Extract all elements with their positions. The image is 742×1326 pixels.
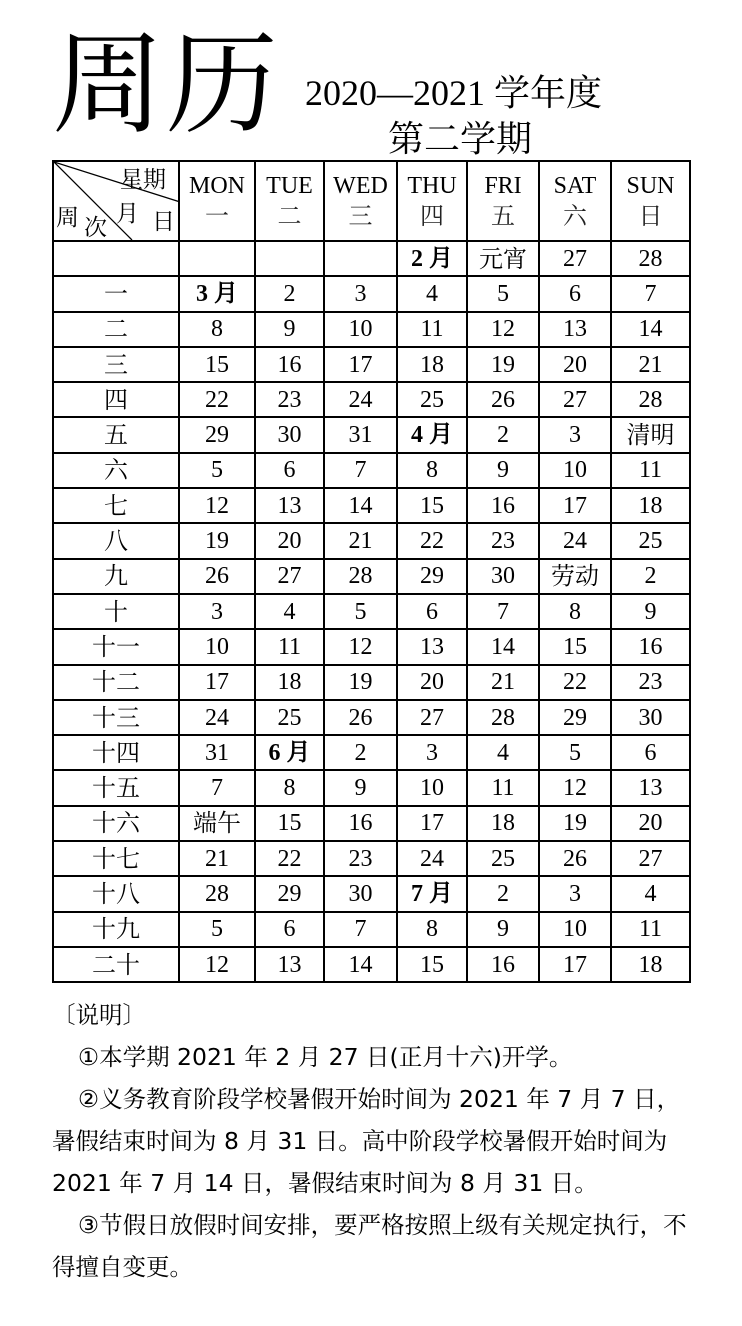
date-cell: 元宵 xyxy=(467,241,539,276)
date-cell: 端午 xyxy=(179,806,255,841)
notes-section xyxy=(52,994,692,1288)
date-cell: 19 xyxy=(179,523,255,558)
date-cell: 13 xyxy=(611,770,690,805)
table-row xyxy=(53,488,690,523)
date-cell: 24 xyxy=(179,700,255,735)
date-cell: 9 xyxy=(467,912,539,947)
date-cell: 21 xyxy=(179,841,255,876)
date-cell: 20 xyxy=(539,347,611,382)
date-cell: 3 xyxy=(539,876,611,911)
date-cell: 15 xyxy=(397,488,467,523)
date-cell: 28 xyxy=(611,382,690,417)
date-cell: 17 xyxy=(539,488,611,523)
day-header-mon xyxy=(179,161,255,241)
date-cell: 23 xyxy=(255,382,324,417)
table-row xyxy=(53,947,690,982)
date-cell: 27 xyxy=(255,559,324,594)
date-cell: 14 xyxy=(324,488,397,523)
day-header-en: SAT xyxy=(553,173,597,199)
week-number: 十一 xyxy=(53,629,179,664)
table-row xyxy=(53,417,690,452)
date-cell: 22 xyxy=(397,523,467,558)
date-cell: 2 xyxy=(611,559,690,594)
date-cell: 3 xyxy=(539,417,611,452)
note-2: ②义务教育阶段学校暑假开始时间为 2021 年 7 月 7 日，暑假结束时间为 8 月 31 日。高中阶段学校暑假开始时间为 2021 年 7 月 14 日，暑假结束时间为 8 月 31 日。 xyxy=(52,1085,681,1197)
date-cell xyxy=(324,241,397,276)
date-cell: 27 xyxy=(611,841,690,876)
day-header-sat xyxy=(539,161,611,241)
week-number: 二 xyxy=(53,312,179,347)
date-cell: 11 xyxy=(397,312,467,347)
week-calendar-table xyxy=(52,160,691,983)
date-cell: 6 xyxy=(255,912,324,947)
table-row xyxy=(53,629,690,664)
date-cell: 7 xyxy=(179,770,255,805)
date-cell: 30 xyxy=(324,876,397,911)
date-cell: 22 xyxy=(255,841,324,876)
header-row xyxy=(53,161,690,241)
corner-label-ci: 次 xyxy=(84,215,107,241)
table-row xyxy=(53,841,690,876)
week-number: 九 xyxy=(53,559,179,594)
date-cell: 2 xyxy=(467,417,539,452)
week-number: 一 xyxy=(53,276,179,311)
date-cell: 25 xyxy=(611,523,690,558)
date-cell xyxy=(179,241,255,276)
day-header-en: THU xyxy=(407,173,457,199)
date-cell: 31 xyxy=(324,417,397,452)
table-row xyxy=(53,382,690,417)
day-header-zh: 二 xyxy=(277,202,302,230)
date-cell: 7 月 xyxy=(397,876,467,911)
date-cell: 8 xyxy=(397,453,467,488)
date-cell: 7 xyxy=(611,276,690,311)
day-header-en: MON xyxy=(188,173,245,199)
date-cell: 6 xyxy=(611,735,690,770)
table-row xyxy=(53,276,690,311)
date-cell: 8 xyxy=(397,912,467,947)
date-cell: 3 xyxy=(397,735,467,770)
table-row xyxy=(53,241,690,276)
date-cell: 4 月 xyxy=(397,417,467,452)
week-number: 二十 xyxy=(53,947,179,982)
date-cell: 12 xyxy=(539,770,611,805)
week-number: 十八 xyxy=(53,876,179,911)
date-cell: 9 xyxy=(255,312,324,347)
date-cell: 30 xyxy=(611,700,690,735)
date-cell: 12 xyxy=(467,312,539,347)
date-cell: 21 xyxy=(324,523,397,558)
date-cell: 26 xyxy=(539,841,611,876)
date-cell: 10 xyxy=(539,453,611,488)
table-row xyxy=(53,735,690,770)
date-cell: 19 xyxy=(539,806,611,841)
date-cell: 25 xyxy=(255,700,324,735)
date-cell: 28 xyxy=(179,876,255,911)
date-cell: 15 xyxy=(397,947,467,982)
date-cell: 20 xyxy=(397,665,467,700)
day-header-en: SUN xyxy=(626,173,675,199)
table-row xyxy=(53,700,690,735)
date-cell: 28 xyxy=(611,241,690,276)
table-row xyxy=(53,665,690,700)
date-cell: 19 xyxy=(467,347,539,382)
date-cell: 31 xyxy=(179,735,255,770)
date-cell: 15 xyxy=(539,629,611,664)
table-row xyxy=(53,770,690,805)
date-cell: 22 xyxy=(539,665,611,700)
date-cell: 26 xyxy=(324,700,397,735)
date-cell: 29 xyxy=(397,559,467,594)
day-header-zh: 三 xyxy=(348,202,373,230)
date-cell: 清明 xyxy=(611,417,690,452)
date-cell: 9 xyxy=(324,770,397,805)
date-cell: 25 xyxy=(397,382,467,417)
date-cell: 19 xyxy=(324,665,397,700)
date-cell: 18 xyxy=(255,665,324,700)
week-number: 四 xyxy=(53,382,179,417)
day-header-fri xyxy=(467,161,539,241)
note-3: ③节假日放假时间安排，要严格按照上级有关规定执行，不得擅自变更。 xyxy=(52,1211,687,1281)
date-cell: 3 xyxy=(179,594,255,629)
date-cell: 24 xyxy=(397,841,467,876)
table-row xyxy=(53,559,690,594)
date-cell: 8 xyxy=(255,770,324,805)
day-header-en: WED xyxy=(333,173,388,199)
week-number: 十五 xyxy=(53,770,179,805)
date-cell: 10 xyxy=(539,912,611,947)
date-cell: 18 xyxy=(467,806,539,841)
week-number: 三 xyxy=(53,347,179,382)
date-cell: 27 xyxy=(539,241,611,276)
table-row xyxy=(53,523,690,558)
date-cell: 5 xyxy=(467,276,539,311)
week-number: 六 xyxy=(53,453,179,488)
date-cell: 18 xyxy=(611,947,690,982)
date-cell: 2 xyxy=(467,876,539,911)
date-cell: 8 xyxy=(179,312,255,347)
date-cell: 劳动 xyxy=(539,559,611,594)
date-cell: 5 xyxy=(324,594,397,629)
table-row xyxy=(53,912,690,947)
note-1: ①本学期 2021 年 2 月 27 日(正月十六)开学。 xyxy=(78,1043,573,1071)
date-cell: 29 xyxy=(179,417,255,452)
table-row xyxy=(53,347,690,382)
date-cell: 14 xyxy=(611,312,690,347)
date-cell: 5 xyxy=(179,912,255,947)
date-cell: 24 xyxy=(324,382,397,417)
date-cell: 7 xyxy=(324,912,397,947)
notes-heading: 〔说明〕 xyxy=(52,1001,146,1029)
date-cell: 18 xyxy=(397,347,467,382)
corner-cell xyxy=(53,161,179,241)
date-cell: 30 xyxy=(255,417,324,452)
date-cell: 3 xyxy=(324,276,397,311)
date-cell: 5 xyxy=(179,453,255,488)
date-cell xyxy=(255,241,324,276)
date-cell: 29 xyxy=(539,700,611,735)
date-cell: 26 xyxy=(179,559,255,594)
corner-label-xingqi: 星期 xyxy=(120,167,166,193)
date-cell: 13 xyxy=(255,947,324,982)
week-number: 十四 xyxy=(53,735,179,770)
date-cell: 12 xyxy=(179,947,255,982)
date-cell: 28 xyxy=(467,700,539,735)
corner-label-ri: 日 xyxy=(152,209,175,235)
week-number: 八 xyxy=(53,523,179,558)
table-row xyxy=(53,453,690,488)
week-number xyxy=(53,241,179,276)
date-cell: 27 xyxy=(397,700,467,735)
date-cell: 6 xyxy=(539,276,611,311)
table-row xyxy=(53,806,690,841)
date-cell: 16 xyxy=(467,947,539,982)
date-cell: 16 xyxy=(324,806,397,841)
date-cell: 3 月 xyxy=(179,276,255,311)
week-number: 十九 xyxy=(53,912,179,947)
day-header-zh: 四 xyxy=(420,202,444,230)
date-cell: 23 xyxy=(611,665,690,700)
date-cell: 2 月 xyxy=(397,241,467,276)
day-header-sun xyxy=(611,161,690,241)
date-cell: 7 xyxy=(324,453,397,488)
date-cell: 16 xyxy=(255,347,324,382)
table-row xyxy=(53,312,690,347)
date-cell: 13 xyxy=(397,629,467,664)
date-cell: 16 xyxy=(611,629,690,664)
day-header-en: FRI xyxy=(484,173,522,199)
corner-label-yue: 月 xyxy=(116,201,139,227)
date-cell: 21 xyxy=(467,665,539,700)
date-cell: 23 xyxy=(467,523,539,558)
date-cell: 16 xyxy=(467,488,539,523)
date-cell: 4 xyxy=(255,594,324,629)
semester: 第二学期 xyxy=(388,119,533,159)
date-cell: 11 xyxy=(467,770,539,805)
day-header-tue xyxy=(255,161,324,241)
date-cell: 7 xyxy=(467,594,539,629)
date-cell: 17 xyxy=(324,347,397,382)
date-cell: 2 xyxy=(255,276,324,311)
date-cell: 2 xyxy=(324,735,397,770)
date-cell: 29 xyxy=(255,876,324,911)
date-cell: 4 xyxy=(611,876,690,911)
week-number: 十 xyxy=(53,594,179,629)
date-cell: 15 xyxy=(179,347,255,382)
date-cell: 14 xyxy=(467,629,539,664)
date-cell: 12 xyxy=(324,629,397,664)
date-cell: 11 xyxy=(255,629,324,664)
date-cell: 17 xyxy=(179,665,255,700)
date-cell: 17 xyxy=(397,806,467,841)
week-number: 十六 xyxy=(53,806,179,841)
date-cell: 5 xyxy=(539,735,611,770)
academic-year: 2020—2021 学年度 xyxy=(305,73,603,113)
date-cell: 20 xyxy=(255,523,324,558)
date-cell: 24 xyxy=(539,523,611,558)
table-row xyxy=(53,876,690,911)
day-header-zh: 六 xyxy=(563,202,587,230)
week-number: 七 xyxy=(53,488,179,523)
week-number: 十三 xyxy=(53,700,179,735)
table-row xyxy=(53,594,690,629)
date-cell: 25 xyxy=(467,841,539,876)
date-cell: 9 xyxy=(611,594,690,629)
date-cell: 18 xyxy=(611,488,690,523)
date-cell: 26 xyxy=(467,382,539,417)
page-title: 周历 xyxy=(52,20,280,150)
date-cell: 20 xyxy=(611,806,690,841)
date-cell: 12 xyxy=(179,488,255,523)
date-cell: 4 xyxy=(397,276,467,311)
date-cell: 6 xyxy=(255,453,324,488)
date-cell: 14 xyxy=(324,947,397,982)
date-cell: 22 xyxy=(179,382,255,417)
date-cell: 13 xyxy=(255,488,324,523)
date-cell: 9 xyxy=(467,453,539,488)
day-header-en: TUE xyxy=(266,173,313,199)
date-cell: 27 xyxy=(539,382,611,417)
date-cell: 10 xyxy=(179,629,255,664)
date-cell: 13 xyxy=(539,312,611,347)
corner-label-zhou: 周 xyxy=(56,205,79,231)
date-cell: 6 月 xyxy=(255,735,324,770)
week-number: 五 xyxy=(53,417,179,452)
date-cell: 23 xyxy=(324,841,397,876)
date-cell: 15 xyxy=(255,806,324,841)
day-header-wed xyxy=(324,161,397,241)
date-cell: 30 xyxy=(467,559,539,594)
date-cell: 4 xyxy=(467,735,539,770)
date-cell: 10 xyxy=(324,312,397,347)
day-header-zh: 五 xyxy=(491,202,515,230)
date-cell: 10 xyxy=(397,770,467,805)
week-number: 十七 xyxy=(53,841,179,876)
date-cell: 11 xyxy=(611,912,690,947)
date-cell: 6 xyxy=(397,594,467,629)
day-header-zh: 一 xyxy=(205,202,229,230)
date-cell: 11 xyxy=(611,453,690,488)
day-header-zh: 日 xyxy=(638,202,663,230)
week-number: 十二 xyxy=(53,665,179,700)
date-cell: 17 xyxy=(539,947,611,982)
date-cell: 21 xyxy=(611,347,690,382)
date-cell: 28 xyxy=(324,559,397,594)
day-header-thu xyxy=(397,161,467,241)
date-cell: 8 xyxy=(539,594,611,629)
